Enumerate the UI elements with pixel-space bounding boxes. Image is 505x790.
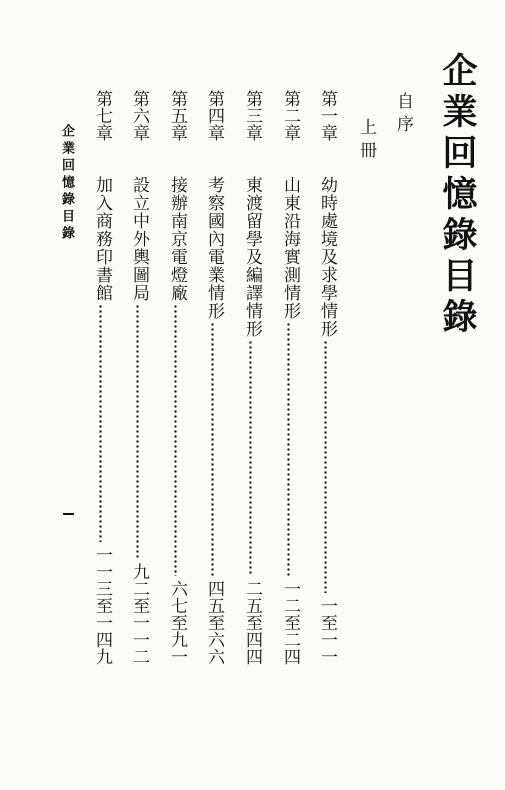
toc-entry[interactable] <box>90 90 112 665</box>
toc-entry[interactable] <box>278 90 300 665</box>
leader-dots <box>211 322 214 576</box>
chapter-ordinal: 第六章 <box>129 90 149 141</box>
page-range: 二五至四四 <box>242 580 262 665</box>
leader-dots <box>99 304 102 542</box>
chapter-ordinal: 第四章 <box>204 90 224 141</box>
leader-dots <box>324 340 327 593</box>
toc-entry[interactable] <box>315 90 337 665</box>
toc-entry[interactable] <box>202 90 224 665</box>
toc-entry[interactable] <box>240 90 262 665</box>
chapter-ordinal: 第七章 <box>92 90 112 141</box>
page-range: 一至一一 <box>317 597 337 665</box>
chapter-title: 東渡留學及編譯情形 <box>242 176 262 338</box>
volume-label: 上冊 <box>356 118 376 164</box>
chapter-ordinal: 第二章 <box>280 90 300 141</box>
leader-dots <box>287 322 290 576</box>
page-title: 企業回憶錄目錄 <box>437 52 478 339</box>
page-range: 一一三至一四九 <box>92 546 112 665</box>
leader-dots <box>249 340 252 576</box>
page-range: 一二至二四 <box>280 580 300 665</box>
page-range: 九二至一一二 <box>129 563 149 665</box>
chapter-title: 幼時處境及求學情形 <box>317 176 337 338</box>
chapter-title: 山東沿海實測情形 <box>280 176 300 320</box>
chapter-ordinal: 第一章 <box>317 90 337 141</box>
toc-preface: 自序 <box>393 92 413 138</box>
chapter-title: 接辦南京電燈廠 <box>167 176 187 302</box>
chapter-title: 考察國內電業情形 <box>204 176 224 320</box>
page-number <box>63 513 74 515</box>
page-range: 四五至六六 <box>204 580 224 665</box>
chapter-ordinal: 第三章 <box>242 90 262 141</box>
running-head: 企業回憶錄目錄 <box>59 124 74 243</box>
toc-entry[interactable] <box>165 90 187 665</box>
chapter-ordinal: 第五章 <box>167 90 187 141</box>
page-range: 六七至九一 <box>167 580 187 665</box>
leader-dots <box>174 304 177 576</box>
leader-dots <box>136 304 139 559</box>
chapter-title: 加入商務印書館 <box>92 176 112 302</box>
toc-entry[interactable] <box>127 90 149 665</box>
chapter-title: 設立中外輿圖局 <box>129 176 149 302</box>
